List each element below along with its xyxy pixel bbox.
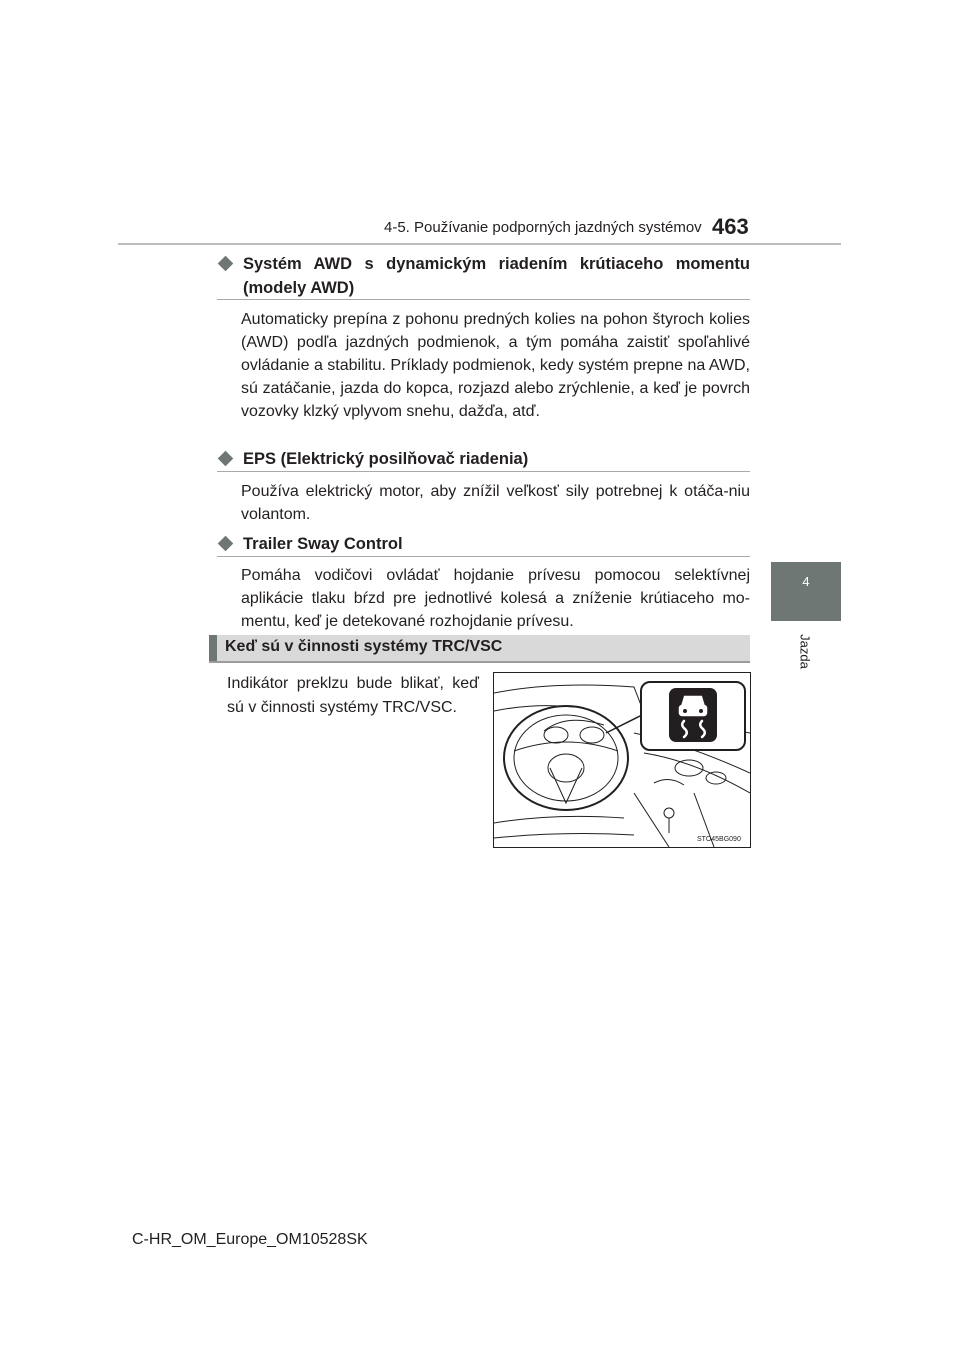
header-rule — [118, 243, 841, 245]
banner-accent-bar — [209, 635, 217, 661]
diamond-bullet-icon — [218, 451, 234, 467]
page-number: 463 — [712, 214, 749, 239]
heading-rule — [217, 471, 750, 472]
section-heading-awd — [217, 252, 750, 300]
section-title: 4-5. Používanie podporných jazdných systémov — [384, 219, 702, 236]
heading-rule — [217, 556, 750, 557]
section-heading-text: Trailer Sway Control — [243, 535, 403, 553]
indicator-description: Indikátor preklzu bude blikať, keď sú v činnosti systémy TRC/VSC. — [227, 675, 479, 716]
illustration-code: STO45BG090 — [697, 836, 741, 843]
dashboard-drawing — [494, 673, 750, 847]
banner-rule — [209, 661, 750, 663]
document-footer: C-HR_OM_Europe_OM10528SK — [132, 1231, 368, 1248]
dashboard-illustration — [493, 672, 751, 848]
heading-rule — [217, 299, 750, 300]
diamond-bullet-icon — [218, 256, 234, 272]
section-heading-text: Systém AWD s dynamickým riadením krútiaceho momentu (modely AWD) — [243, 255, 750, 297]
chapter-number: 4 — [802, 574, 810, 589]
chapter-label — [760, 632, 850, 672]
banner-title: Keď sú v činnosti systémy TRC/VSC — [225, 638, 503, 655]
section-body-eps: Používa elektrický motor, aby znížil veľkosť sily potrebnej k otáča-niu volantom. — [241, 483, 750, 523]
section-body-awd: Automaticky prepína z pohonu predných kolies na pohon štyroch kolies (AWD) podľa jazdných podmienok, a tým pomáha zaistiť spoľahlivé ovládanie a stabilitu. Príklady podmienok, kedy systém prepne na AWD, sú zatáčanie, jazda do kopca, rozjazd alebo zrýchlenie, a keď je povrch vozovky klzký vplyvom snehu, dažďa, atď. — [241, 311, 750, 420]
section-heading-text: EPS (Elektrický posilňovač riadenia) — [243, 450, 529, 468]
section-heading-trailer — [217, 532, 750, 556]
chapter-label-text: Jazda — [797, 634, 813, 669]
diamond-bullet-icon — [218, 536, 234, 552]
section-body-trailer: Pomáha vodičovi ovládať hojdanie prívesu pomocou selektívnej aplikácie tlaku bŕzd pre jednotlivé kolesá a zníženie krútiaceho mo-mentu, keď je detekované rozhojdanie prívesu. — [241, 567, 750, 630]
section-heading-eps — [217, 447, 750, 471]
